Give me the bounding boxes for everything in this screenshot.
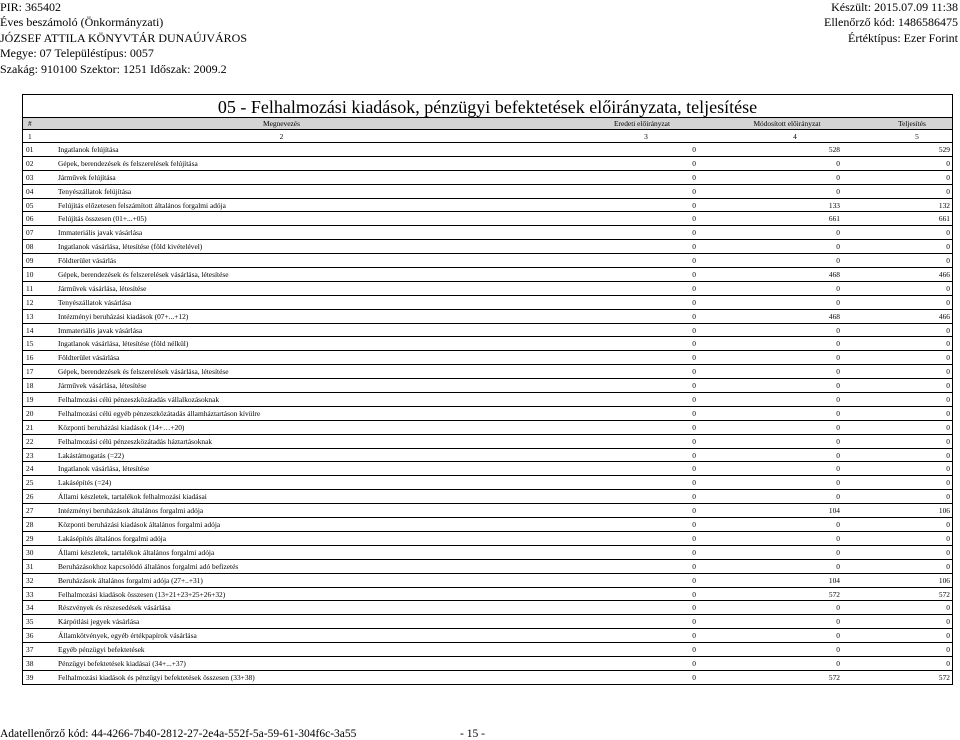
row-name: Gépek, berendezések és felszerelések vásárlása, létesítése <box>58 367 229 377</box>
row-number: 37 <box>26 645 34 655</box>
row-name: Felhalmozási kiadások összesen (13+21+23+25+26+32) <box>58 589 226 599</box>
row-number: 30 <box>26 547 34 557</box>
row-number: 19 <box>26 395 34 405</box>
row-number: 34 <box>26 603 34 613</box>
row-number: 24 <box>26 464 34 474</box>
row-performance: 0 <box>946 172 950 182</box>
row-modified: 0 <box>836 645 840 655</box>
table-row <box>23 240 952 254</box>
row-number: 16 <box>26 353 34 363</box>
row-modified: 0 <box>836 283 840 293</box>
row-modified: 0 <box>836 172 840 182</box>
table-row <box>23 351 952 365</box>
row-modified: 0 <box>836 395 840 405</box>
row-original: 0 <box>692 561 696 571</box>
row-modified: 661 <box>828 214 840 224</box>
column-header-modified: Módosított előirányzat <box>753 119 821 128</box>
row-number: 22 <box>26 436 34 446</box>
row-name: Járművek vásárlása, létesítése <box>58 283 147 293</box>
row-number: 28 <box>26 520 34 530</box>
row-original: 0 <box>692 158 696 168</box>
row-name: Lakásépítés általános forgalmi adója <box>58 533 167 543</box>
row-number: 18 <box>26 381 34 391</box>
row-modified: 528 <box>828 145 840 154</box>
table-row <box>23 226 952 240</box>
row-original: 0 <box>692 381 696 391</box>
row-number: 27 <box>26 506 34 516</box>
row-modified: 0 <box>836 658 840 668</box>
row-original: 0 <box>692 422 696 432</box>
row-original: 0 <box>692 631 696 641</box>
row-name: Földterület vásárlás <box>58 256 117 266</box>
row-performance: 0 <box>946 478 950 488</box>
row-number: 35 <box>26 617 34 627</box>
table-row <box>23 657 952 671</box>
row-performance: 529 <box>938 145 950 154</box>
table-row <box>23 629 952 643</box>
row-original: 0 <box>692 450 696 460</box>
row-original: 0 <box>692 270 696 280</box>
row-performance: 0 <box>946 492 950 502</box>
row-number: 15 <box>26 339 34 349</box>
row-name: Tenyészállatok felújítása <box>58 186 132 196</box>
row-modified: 104 <box>828 575 840 585</box>
row-modified: 0 <box>836 617 840 627</box>
row-performance: 0 <box>946 242 950 252</box>
row-number: 23 <box>26 450 34 460</box>
row-performance: 0 <box>946 325 950 335</box>
row-original: 0 <box>692 283 696 293</box>
row-original: 0 <box>692 478 696 488</box>
row-modified: 0 <box>836 547 840 557</box>
table-row <box>23 449 952 463</box>
row-performance: 0 <box>946 561 950 571</box>
row-performance: 661 <box>938 214 950 224</box>
row-performance: 0 <box>946 520 950 530</box>
row-modified: 0 <box>836 450 840 460</box>
row-modified: 0 <box>836 422 840 432</box>
row-name: Immateriális javak vásárlása <box>58 228 143 238</box>
row-name: Állami készletek, tartalékok felhalmozási kiadásai <box>58 492 207 502</box>
row-name: Ingatlanok felújítása <box>58 145 119 154</box>
row-performance: 132 <box>938 200 950 210</box>
row-name: Felhalmozási célú egyéb pénzeszközátadás államháztartáson kívülre <box>58 408 261 418</box>
row-name: Központi beruházási kiadások (14+…+20) <box>58 422 185 432</box>
table-row <box>23 643 952 657</box>
row-performance: 0 <box>946 422 950 432</box>
row-original: 0 <box>692 436 696 446</box>
row-name: Lakásépítés (=24) <box>58 478 112 488</box>
row-original: 0 <box>692 492 696 502</box>
table-row <box>23 199 952 213</box>
row-number: 03 <box>26 172 34 182</box>
row-name: Járművek vásárlása, létesítése <box>58 381 147 391</box>
header-sector: Szakág: 910100 Szektor: 1251 Időszak: 2009.2 <box>0 61 227 76</box>
table-row <box>23 560 952 574</box>
row-original: 0 <box>692 339 696 349</box>
row-name: Részvények és részesedések vásárlása <box>58 603 171 613</box>
header-county: Megye: 07 Településtípus: 0057 <box>0 46 154 61</box>
row-performance: 466 <box>938 311 950 321</box>
row-name: Állami készletek, tartalékok általános forgalmi adója <box>58 547 215 557</box>
row-number: 10 <box>26 270 34 280</box>
row-performance: 0 <box>946 464 950 474</box>
row-performance: 0 <box>946 645 950 655</box>
table-row <box>23 365 952 379</box>
row-name: Lakástámogatás (=22) <box>58 450 124 460</box>
column-header-row <box>23 118 952 130</box>
row-performance: 466 <box>938 270 950 280</box>
column-header-original: Eredeti előirányzat <box>613 119 670 128</box>
row-modified: 0 <box>836 297 840 307</box>
footer <box>0 728 485 740</box>
row-original: 0 <box>692 603 696 613</box>
row-performance: 0 <box>946 297 950 307</box>
table-row <box>23 421 952 435</box>
row-performance: 0 <box>946 533 950 543</box>
table-row <box>23 615 952 629</box>
row-original: 0 <box>692 145 696 154</box>
table-row <box>23 254 952 268</box>
row-performance: 0 <box>946 408 950 418</box>
row-original: 0 <box>692 645 696 655</box>
table-row <box>23 435 952 449</box>
row-name: Felhalmozási kiadások és pénzügyi befektetések összesen (33+38) <box>58 672 255 682</box>
row-number: 04 <box>26 186 34 196</box>
row-modified: 0 <box>836 533 840 543</box>
table-row <box>23 379 952 393</box>
row-name: Földterület vásárlása <box>58 353 120 363</box>
row-modified: 0 <box>836 367 840 377</box>
row-original: 0 <box>692 520 696 530</box>
table-row <box>23 171 952 185</box>
row-modified: 0 <box>836 381 840 391</box>
row-performance: 0 <box>946 450 950 460</box>
row-original: 0 <box>692 658 696 668</box>
row-original: 0 <box>692 464 696 474</box>
row-modified: 0 <box>836 603 840 613</box>
row-modified: 0 <box>836 228 840 238</box>
row-performance: 0 <box>946 436 950 446</box>
row-performance: 0 <box>946 603 950 613</box>
row-original: 0 <box>692 200 696 210</box>
row-original: 0 <box>692 186 696 196</box>
table-row <box>23 532 952 546</box>
table-row <box>23 671 952 685</box>
row-performance: 0 <box>946 283 950 293</box>
row-number: 20 <box>26 408 34 418</box>
table-row <box>23 504 952 518</box>
row-performance: 106 <box>938 575 950 585</box>
header-institution: JÓZSEF ATTILA KÖNYVTÁR DUNAÚJVÁROS <box>0 30 248 45</box>
table-row <box>23 282 952 296</box>
table-row <box>23 296 952 310</box>
table-row <box>23 518 952 532</box>
column-number-row <box>23 130 952 143</box>
row-original: 0 <box>692 325 696 335</box>
row-modified: 0 <box>836 478 840 488</box>
row-original: 0 <box>692 589 696 599</box>
row-number: 14 <box>26 325 34 335</box>
row-name: Intézményi beruházási kiadások (07+...+12) <box>58 311 189 321</box>
row-number: 25 <box>26 478 34 488</box>
row-modified: 104 <box>828 506 840 516</box>
row-number: 12 <box>26 297 34 307</box>
row-performance: 0 <box>946 256 950 266</box>
header-created: Készült: 2015.07.09 11:38 <box>831 0 958 14</box>
row-name: Egyéb pénzügyi befektetések <box>58 645 145 655</box>
row-name: Felhalmozási célú pénzeszközátadás vállalkozásoknak <box>58 395 220 405</box>
row-name: Beruházások általános forgalmi adója (27+..+31) <box>58 575 203 585</box>
row-original: 0 <box>692 533 696 543</box>
table-row <box>23 476 952 490</box>
table-row <box>23 393 952 407</box>
row-performance: 0 <box>946 658 950 668</box>
row-performance: 572 <box>938 672 950 682</box>
row-performance: 0 <box>946 158 950 168</box>
column-number-5: 5 <box>915 132 919 141</box>
row-modified: 0 <box>836 256 840 266</box>
row-original: 0 <box>692 547 696 557</box>
row-performance: 0 <box>946 353 950 363</box>
table-row <box>23 574 952 588</box>
row-name: Ingatlanok vásárlása, létesítése (föld kivételével) <box>58 242 203 252</box>
table-row <box>23 324 952 338</box>
table-row <box>23 157 952 171</box>
row-number: 38 <box>26 658 34 668</box>
row-performance: 0 <box>946 631 950 641</box>
row-name: Tenyészállatok vásárlása <box>58 297 132 307</box>
row-name: Pénzügyi befektetések kiadásai (34+...+37) <box>58 658 186 668</box>
row-modified: 468 <box>828 270 840 280</box>
row-number: 31 <box>26 561 34 571</box>
row-number: 01 <box>26 145 34 154</box>
row-original: 0 <box>692 617 696 627</box>
row-number: 08 <box>26 242 34 252</box>
row-number: 32 <box>26 575 34 585</box>
row-name: Immateriális javak vásárlása <box>58 325 143 335</box>
row-name: Ingatlanok vásárlása, létesítése <box>58 464 150 474</box>
row-original: 0 <box>692 311 696 321</box>
row-name: Központi beruházási kiadások általános forgalmi adója <box>58 520 221 530</box>
row-number: 09 <box>26 256 34 266</box>
row-modified: 0 <box>836 242 840 252</box>
row-performance: 0 <box>946 617 950 627</box>
row-modified: 0 <box>836 158 840 168</box>
table-body <box>23 143 952 685</box>
row-original: 0 <box>692 214 696 224</box>
row-number: 06 <box>26 214 34 224</box>
header-control-code: Ellenőrző kód: 1486586475 <box>824 15 958 30</box>
table-row <box>23 185 952 199</box>
row-number: 11 <box>26 283 34 293</box>
row-original: 0 <box>692 395 696 405</box>
row-modified: 0 <box>836 631 840 641</box>
row-performance: 0 <box>946 339 950 349</box>
row-performance: 0 <box>946 547 950 557</box>
column-header-number: # <box>28 119 32 128</box>
row-name: Felhalmozási célú pénzeszközátadás háztartásoknak <box>58 436 213 446</box>
column-header-name: Megnevezés <box>263 119 300 128</box>
row-modified: 0 <box>836 436 840 446</box>
page-number: - 15 - <box>460 728 485 740</box>
table-row <box>23 588 952 602</box>
row-original: 0 <box>692 367 696 377</box>
row-performance: 0 <box>946 367 950 377</box>
row-number: 02 <box>26 158 34 168</box>
header-right <box>824 0 958 46</box>
row-original: 0 <box>692 297 696 307</box>
table-row <box>23 601 952 615</box>
row-original: 0 <box>692 353 696 363</box>
row-modified: 0 <box>836 353 840 363</box>
table-row <box>23 407 952 421</box>
row-performance: 0 <box>946 381 950 391</box>
row-name: Járművek felújítása <box>58 172 116 182</box>
row-original: 0 <box>692 242 696 252</box>
row-number: 05 <box>26 200 34 210</box>
report-title: 05 - Felhalmozási kiadások, pénzügyi befektetések előirányzata, teljesítése <box>23 95 952 118</box>
header-report-type: Éves beszámoló (Önkormányzati) <box>0 15 164 30</box>
table-row <box>23 268 952 282</box>
row-performance: 0 <box>946 395 950 405</box>
row-number: 07 <box>26 228 34 238</box>
row-number: 39 <box>26 672 34 682</box>
table-row <box>23 143 952 157</box>
table-row <box>23 310 952 324</box>
row-name: Felújítás előzetesen felszámított általános forgalmi adója <box>58 200 226 210</box>
column-number-2: 2 <box>279 132 284 141</box>
row-original: 0 <box>692 672 696 682</box>
row-original: 0 <box>692 228 696 238</box>
report-table <box>22 94 953 685</box>
row-original: 0 <box>692 172 696 182</box>
row-performance: 106 <box>938 506 950 516</box>
row-name: Gépek, berendezések és felszerelések vásárlása, létesítése <box>58 270 229 280</box>
row-number: 26 <box>26 492 34 502</box>
header-value-type: Értéktípus: Ezer Forint <box>848 30 958 45</box>
row-name: Intézményi beruházások általános forgalmi adója <box>58 506 204 516</box>
row-name: Kárpótlási jegyek vásárlása <box>58 617 140 627</box>
row-performance: 0 <box>946 186 950 196</box>
table-row <box>23 337 952 351</box>
table-row <box>23 490 952 504</box>
column-header-performance: Teljesítés <box>898 119 926 128</box>
row-number: 17 <box>26 367 34 377</box>
row-modified: 0 <box>836 561 840 571</box>
row-original: 0 <box>692 256 696 266</box>
row-original: 0 <box>692 575 696 585</box>
row-number: 36 <box>26 631 34 641</box>
row-modified: 133 <box>828 200 840 210</box>
table-row <box>23 546 952 560</box>
row-modified: 0 <box>836 464 840 474</box>
row-name: Államkötvények, egyéb értékpapírok vásárlása <box>58 631 197 641</box>
column-number-4: 4 <box>793 132 797 141</box>
row-number: 33 <box>26 589 34 599</box>
column-number-1: 1 <box>28 132 32 141</box>
row-name: Gépek, berendezések és felszerelések felújítása <box>58 158 198 168</box>
row-original: 0 <box>692 506 696 516</box>
row-modified: 0 <box>836 186 840 196</box>
row-modified: 572 <box>828 672 840 682</box>
row-name: Ingatlanok vásárlása, létesítése (föld nélkül) <box>58 339 189 349</box>
column-number-3: 3 <box>644 132 648 141</box>
row-modified: 0 <box>836 339 840 349</box>
row-name: Felújítás összesen (01+...+05) <box>58 214 147 224</box>
row-performance: 572 <box>938 589 950 599</box>
row-original: 0 <box>692 408 696 418</box>
row-number: 21 <box>26 422 34 432</box>
table-row <box>23 462 952 476</box>
footer-checksum: Adatellenőrző kód: 44-4266-7b40-2812-27-2e4a-552f-5a-59-61-304f6c-3a55 <box>0 728 357 740</box>
row-modified: 0 <box>836 492 840 502</box>
row-modified: 0 <box>836 408 840 418</box>
row-modified: 468 <box>828 311 840 321</box>
table-row <box>23 212 952 226</box>
row-modified: 0 <box>836 325 840 335</box>
row-number: 29 <box>26 533 34 543</box>
row-name: Beruházásokhoz kapcsolódó általános forgalmi adó befizetés <box>58 561 239 571</box>
row-number: 13 <box>26 311 34 321</box>
header-pir: PIR: 365402 <box>0 0 62 14</box>
header-left <box>0 0 247 77</box>
row-performance: 0 <box>946 228 950 238</box>
row-modified: 572 <box>828 589 840 599</box>
row-modified: 0 <box>836 520 840 530</box>
